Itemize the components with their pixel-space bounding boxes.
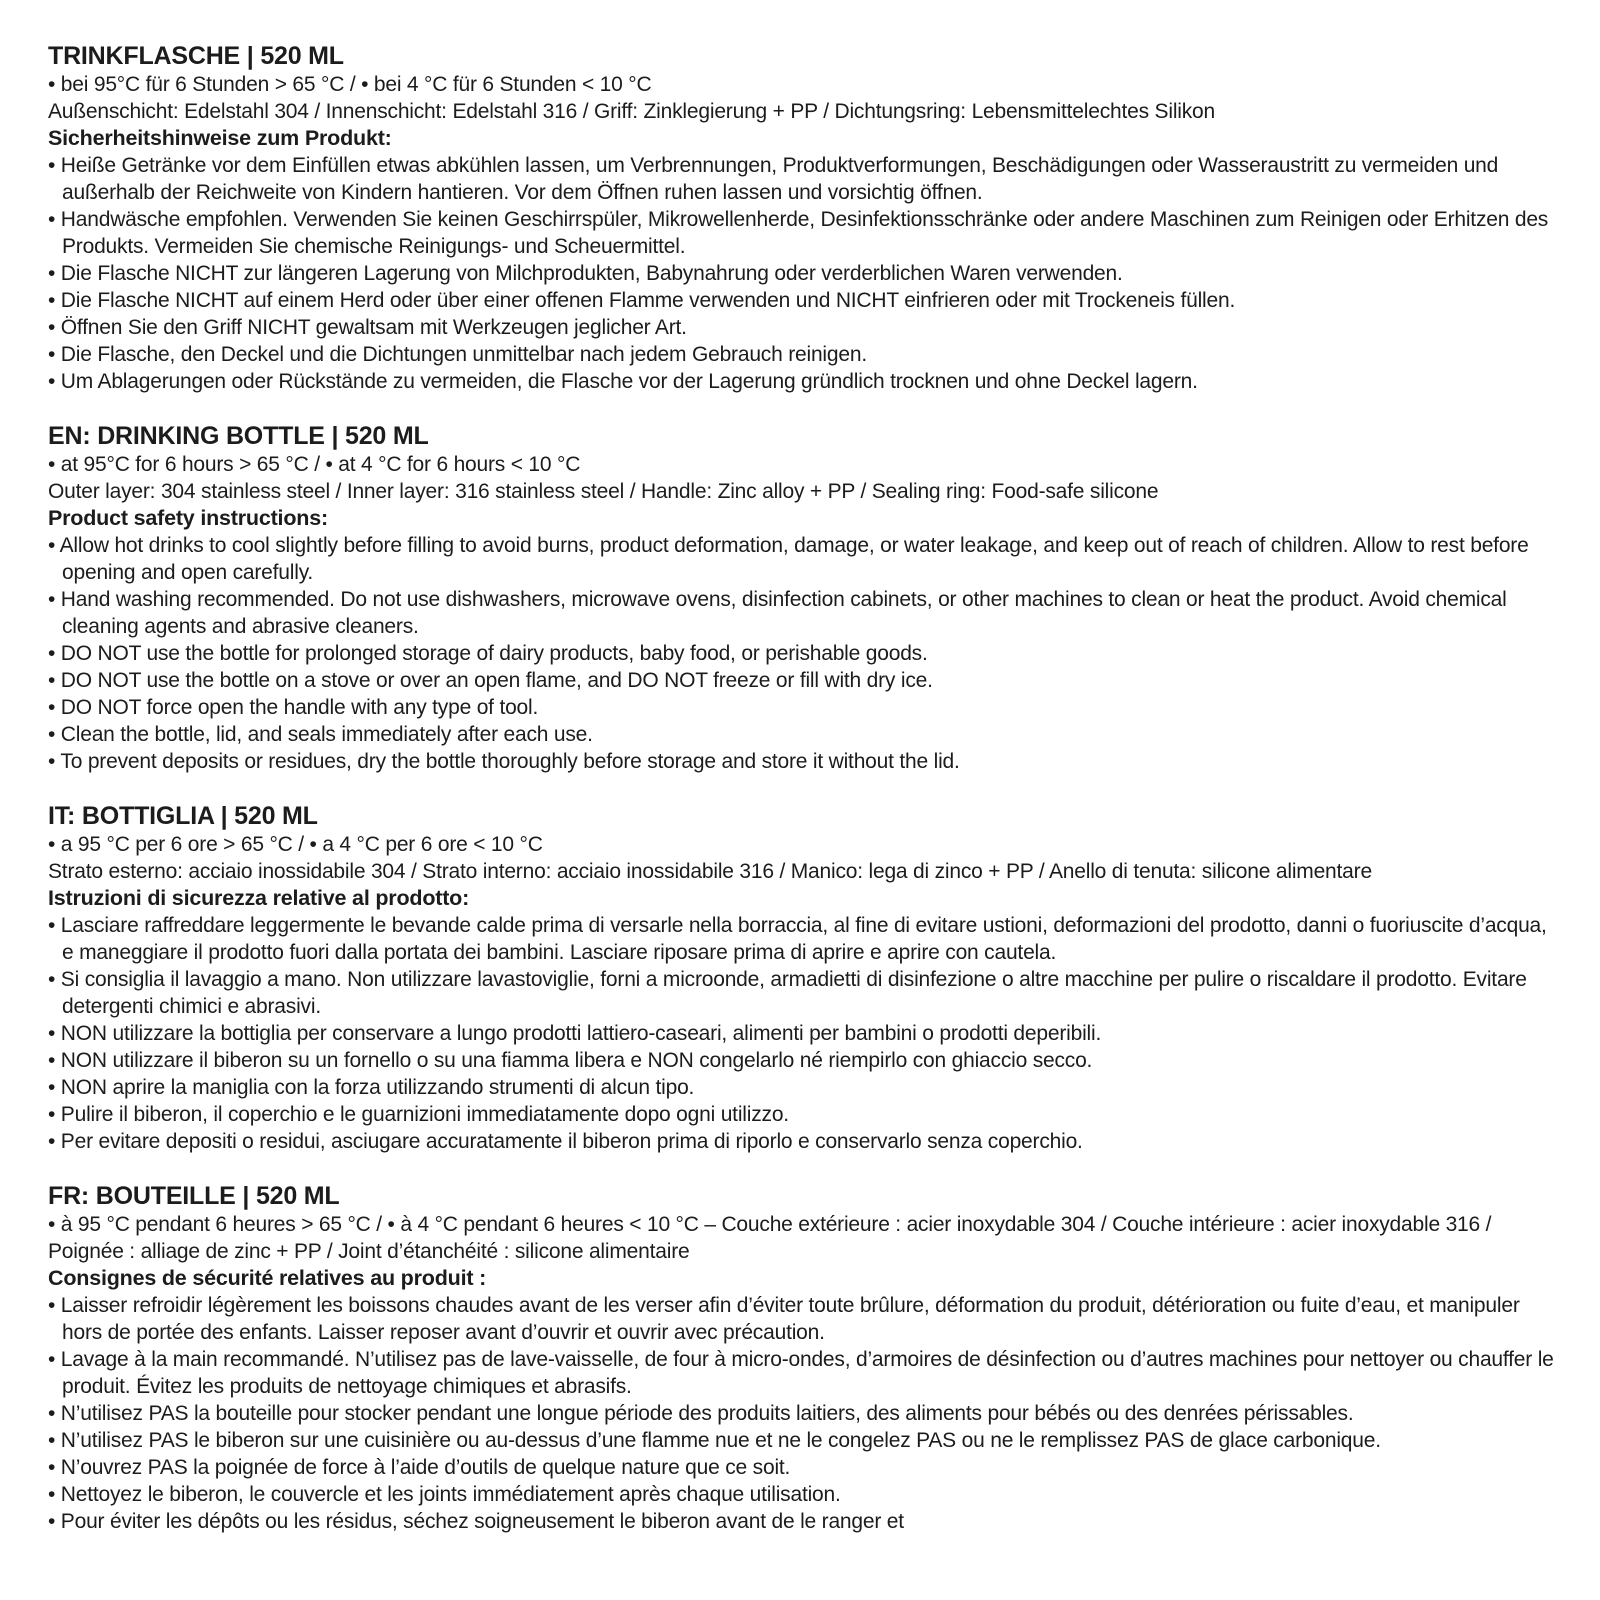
section-italian — [48, 802, 1554, 1155]
safety-item: • Die Flasche NICHT zur längeren Lagerung von Milchprodukten, Babynahrung oder verderblichen Waren verwenden. — [48, 262, 1123, 285]
safety-item: • To prevent deposits or residues, dry the bottle thoroughly before storage and store it without the lid. — [48, 750, 960, 773]
safety-item: • Um Ablagerungen oder Rückstände zu vermeiden, die Flasche vor der Lagerung gründlich trocknen und ohne Deckel lagern. — [48, 370, 1198, 393]
safety-item: • Die Flasche NICHT auf einem Herd oder über einer offenen Flamme verwenden und NICHT einfrieren oder mit Trockeneis füllen. — [48, 289, 1236, 312]
section-german — [48, 42, 1554, 395]
safety-item: • Pulire il biberon, il coperchio e le guarnizioni immediatamente dopo ogni utilizzo. — [48, 1103, 789, 1126]
safety-item: • NON utilizzare il biberon su un fornello o su una fiamma libera e NON congelarlo né riempirlo con ghiaccio secco. — [48, 1049, 1093, 1072]
safety-item: • Lavage à la main recommandé. N’utilisez pas de lave-vaisselle, de four à micro-ondes, d’armoires de désinfection ou d’autres machines pour nettoyer ou chauffer le produit. Évitez les produits de nettoyage chimiques et abrasifs. — [48, 1348, 1554, 1398]
section-title-german: TRINKFLASCHE | 520 ML — [48, 42, 344, 70]
safety-heading-italian: Istruzioni di sicurezza relative al prodotto: — [48, 886, 470, 910]
temperature-line-english: • at 95°C for 6 hours > 65 °C / • at 4 °C for 6 hours < 10 °C — [48, 453, 581, 476]
safety-item: • NON utilizzare la bottiglia per conservare a lungo prodotti lattiero-caseari, alimenti per bambini o prodotti deperibili. — [48, 1022, 1102, 1045]
section-title-english: EN: DRINKING BOTTLE | 520 ML — [48, 422, 429, 450]
safety-list-german — [48, 152, 1554, 395]
materials-line-english: Outer layer: 304 stainless steel / Inner layer: 316 stainless steel / Handle: Zinc alloy + PP / Sealing ring: Food-safe silicone — [48, 480, 1159, 503]
materials-line-italian: Strato esterno: acciaio inossidabile 304 / Strato interno: acciaio inossidabile 316 / Manico: lega di zinco + PP / Anello di tenuta: silicone alimentare — [48, 860, 1372, 883]
safety-list-english — [48, 532, 1554, 775]
safety-item: • Laisser refroidir légèrement les boissons chaudes avant de les verser afin d’éviter toute brûlure, déformation du produit, détérioration ou fuite d’eau, et manipuler hors de portée des enfants. Laisser reposer avant d’ouvrir et ouvrir avec précaution. — [48, 1294, 1520, 1344]
materials-line-german: Außenschicht: Edelstahl 304 / Innenschicht: Edelstahl 316 / Griff: Zinklegierung + PP / Dichtungsring: Lebensmittelechtes Silikon — [48, 100, 1216, 123]
safety-item: • N’utilisez PAS le biberon sur une cuisinière ou au-dessus d’une flamme nue et ne le congelez PAS ou ne le remplissez PAS de glace carbonique. — [48, 1429, 1381, 1452]
temperature-line-italian: • a 95 °C per 6 ore > 65 °C / • a 4 °C per 6 ore < 10 °C — [48, 833, 543, 856]
safety-heading-german: Sicherheitshinweise zum Produkt: — [48, 126, 392, 150]
safety-item: • Heiße Getränke vor dem Einfüllen etwas abkühlen lassen, um Verbrennungen, Produktverformungen, Beschädigungen oder Wasseraustritt zu vermeiden und außerhalb der Reichweite von Kindern hantieren. Vor dem Öffnen ruhen lassen und vorsichtig öffnen. — [48, 154, 1499, 204]
safety-item: • DO NOT force open the handle with any type of tool. — [48, 696, 539, 719]
safety-item: • Handwäsche empfohlen. Verwenden Sie keinen Geschirrspüler, Mikrowellenherde, Desinfektionsschränke oder andere Maschinen zum Reinigen oder Erhitzen des Produkts. Vermeiden Sie chemische Reinigungs- und Scheuermittel. — [48, 208, 1549, 258]
safety-list-italian — [48, 912, 1554, 1155]
safety-item: • Lasciare raffreddare leggermente le bevande calde prima di versarle nella borraccia, al fine di evitare ustioni, deformazioni del prodotto, danni o fuoriuscite d’acqua, e maneggiare il prodotto fuori dalla portata dei bambini. Lasciare riposare prima di aprire e aprire con cautela. — [48, 914, 1547, 964]
safety-item: • N’utilisez PAS la bouteille pour stocker pendant une longue période des produits laitiers, des aliments pour bébés ou des denrées périssables. — [48, 1402, 1354, 1425]
safety-item: • DO NOT use the bottle for prolonged storage of dairy products, baby food, or perishable goods. — [48, 642, 928, 665]
safety-item: • Clean the bottle, lid, and seals immediately after each use. — [48, 723, 593, 746]
safety-item: • Nettoyez le biberon, le couvercle et les joints immédiatement après chaque utilisation. — [48, 1483, 841, 1506]
section-title-french: FR: BOUTEILLE | 520 ML — [48, 1182, 340, 1210]
section-title-italian: IT: BOTTIGLIA | 520 ML — [48, 802, 318, 830]
section-french — [48, 1182, 1554, 1535]
safety-item: • Öffnen Sie den Griff NICHT gewaltsam mit Werkzeugen jeglicher Art. — [48, 316, 687, 339]
safety-heading-french: Consignes de sécurité relatives au produit : — [48, 1266, 487, 1290]
safety-item: • Die Flasche, den Deckel und die Dichtungen unmittelbar nach jedem Gebrauch reinigen. — [48, 343, 867, 366]
safety-item: • Pour éviter les dépôts ou les résidus, séchez soigneusement le biberon avant de le ranger et — [48, 1510, 904, 1533]
safety-heading-english: Product safety instructions: — [48, 506, 328, 530]
safety-item: • NON aprire la maniglia con la forza utilizzando strumenti di alcun tipo. — [48, 1076, 695, 1099]
safety-list-french — [48, 1292, 1554, 1535]
temperature-line-german: • bei 95°C für 6 Stunden > 65 °C / • bei 4 °C für 6 Stunden < 10 °C — [48, 73, 652, 96]
safety-item: • Allow hot drinks to cool slightly before filling to avoid burns, product deformation, damage, or water leakage, and keep out of reach of children. Allow to rest before opening and open carefully. — [48, 534, 1529, 584]
safety-item: • N’ouvrez PAS la poignée de force à l’aide d’outils de quelque nature que ce soit. — [48, 1456, 791, 1479]
temperature-materials-line-french: • à 95 °C pendant 6 heures > 65 °C / • à 4 °C pendant 6 heures < 10 °C – Couche extérieure : acier inoxydable 304 / Couche intérieure : acier inoxydable 316 / Poignée : alliage de zinc + PP / Joint d’étanchéité : silicone alimentaire — [48, 1213, 1492, 1263]
safety-item: • Si consiglia il lavaggio a mano. Non utilizzare lavastoviglie, forni a microonde, armadietti di disinfezione o altre macchine per pulire o riscaldare il prodotto. Evitare detergenti chimici e abrasivi. — [48, 968, 1527, 1018]
section-english — [48, 422, 1554, 775]
safety-item: • DO NOT use the bottle on a stove or over an open flame, and DO NOT freeze or fill with dry ice. — [48, 669, 933, 692]
safety-item: • Per evitare depositi o residui, asciugare accuratamente il biberon prima di riporlo e conservarlo senza coperchio. — [48, 1130, 1083, 1153]
safety-item: • Hand washing recommended. Do not use dishwashers, microwave ovens, disinfection cabinets, or other machines to clean or heat the product. Avoid chemical cleaning agents and abrasive cleaners. — [48, 588, 1507, 638]
